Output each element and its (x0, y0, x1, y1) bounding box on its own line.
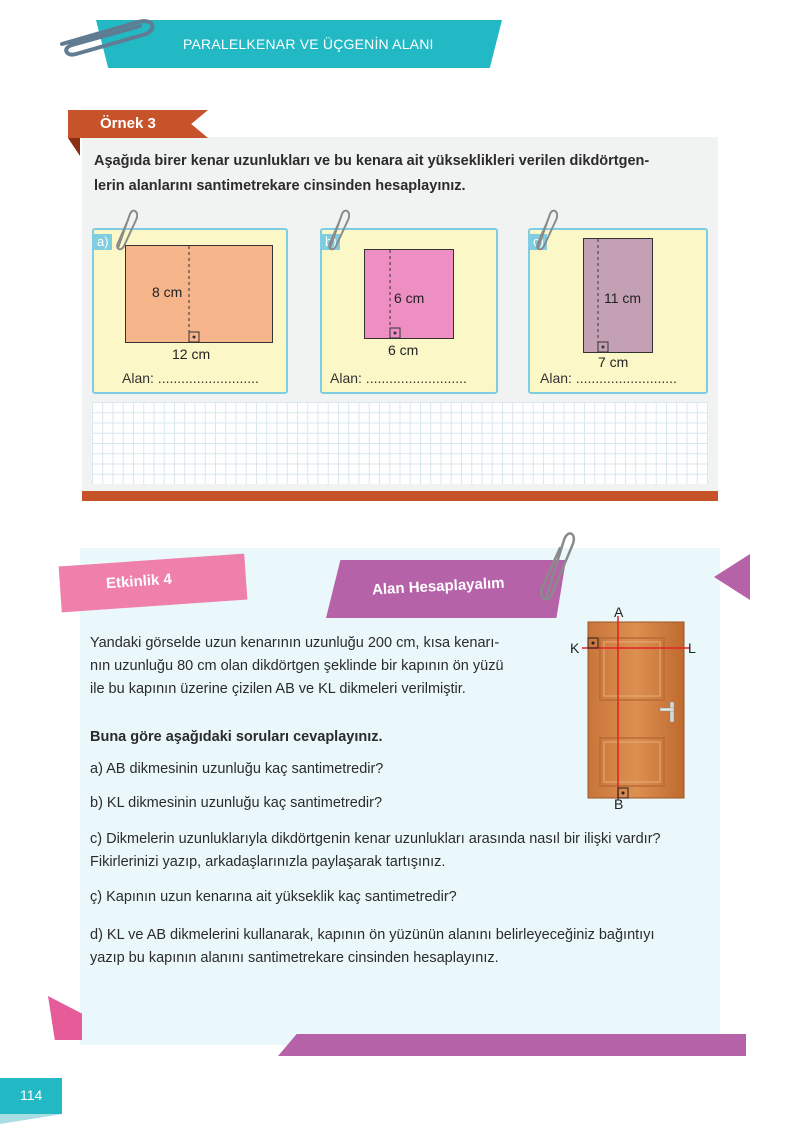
activity-intro-line-3: ile bu kapının üzerine çizilen AB ve KL dikmeleri verilmiştir. (90, 681, 466, 697)
activity-label: Etkinlik 4 (105, 570, 173, 593)
question-cc: ç) Kapının uzun kenarına ait yükseklik kaç santimetredir? (90, 889, 457, 905)
answer-grid (92, 402, 708, 484)
door-label-k: K (570, 640, 580, 656)
page-number: 114 (20, 1087, 43, 1103)
card-a-area: Alan: .......................... (122, 370, 259, 386)
card-a-height-label: 8 cm (152, 284, 183, 300)
example-panel-bottom-bar (82, 491, 718, 501)
card-a (92, 228, 288, 394)
page-number-fold (0, 1114, 62, 1124)
card-c-base-label: 7 cm (598, 354, 629, 370)
example-question-line-1: Aşağıda birer kenar uzunlukları ve bu kenara ait yükseklikleri verilen dikdörtgen- (94, 153, 650, 169)
door-label-a: A (614, 604, 624, 620)
card-a-tag: a) (94, 234, 112, 250)
paperclip-icon (110, 208, 138, 252)
question-a: a) AB dikmesinin uzunluğu kaç santimetredir? (90, 761, 384, 777)
paperclip-icon (54, 14, 164, 58)
door-illustration (566, 604, 706, 814)
question-c-line-1: c) Dikmelerin uzunluklarıyla dikdörtgenin kenar uzunlukları arasında nasıl bir ilişki vardır? (90, 831, 661, 847)
activity-intro (90, 632, 504, 701)
question-c (90, 828, 661, 874)
card-b-tag: b) (322, 234, 340, 250)
activity-title: Alan Hesaplayalım (371, 574, 505, 599)
question-b: b) KL dikmesinin uzunluğu kaç santimetredir? (90, 795, 383, 811)
card-b-height-label: 6 cm (394, 290, 425, 306)
example-question-line-2: lerin alanlarını santimetrekare cinsinden hesaplayınız. (94, 178, 466, 194)
question-d-line-1: d) KL ve AB dikmelerini kullanarak, kapının ön yüzünün alanını belirleyeceğiniz bağıntıyı (90, 927, 655, 943)
activity-corner-decoration (48, 996, 82, 1040)
card-c-height-label: 11 cm (604, 290, 642, 306)
activity-instruction: Buna göre aşağıdaki soruları cevaplayınız. (90, 729, 383, 745)
door-label-b: B (614, 796, 624, 812)
paperclip-icon (530, 208, 558, 252)
card-b-height-line (322, 230, 496, 392)
paperclip-icon (530, 528, 576, 602)
card-c-tag: c) (530, 234, 547, 250)
example-tab-fold (68, 138, 80, 156)
door-label-l: L (688, 640, 696, 656)
question-d-line-2: yazıp bu kapının alanını santimetrekare cinsinden hesaplayınız. (90, 950, 499, 966)
question-c-line-2: Fikirlerinizi yazıp, arkadaşlarınızla paylaşarak tartışınız. (90, 854, 446, 870)
card-a-base-label: 12 cm (172, 346, 211, 362)
card-a-height-line (94, 230, 286, 392)
card-b-base-label: 6 cm (388, 342, 419, 358)
chapter-title: PARALELKENAR VE ÜÇGENİN ALANI (183, 36, 434, 52)
paperclip-icon (322, 208, 350, 252)
card-b (320, 228, 498, 394)
activity-intro-line-2: nın uzunluğu 80 cm olan dikdörtgen şeklinde bir kapının ön yüzü (90, 658, 504, 674)
activity-intro-line-1: Yandaki görselde uzun kenarının uzunluğu 200 cm, kısa kenarı- (90, 635, 500, 651)
example-label: Örnek 3 (100, 115, 156, 132)
card-c-area: Alan: .......................... (540, 370, 677, 386)
card-c (528, 228, 708, 394)
example-question (94, 149, 712, 199)
door-drawing (566, 604, 706, 814)
activity-bottom-bar (278, 1034, 746, 1056)
card-b-area: Alan: .......................... (330, 370, 467, 386)
question-d (90, 924, 655, 970)
